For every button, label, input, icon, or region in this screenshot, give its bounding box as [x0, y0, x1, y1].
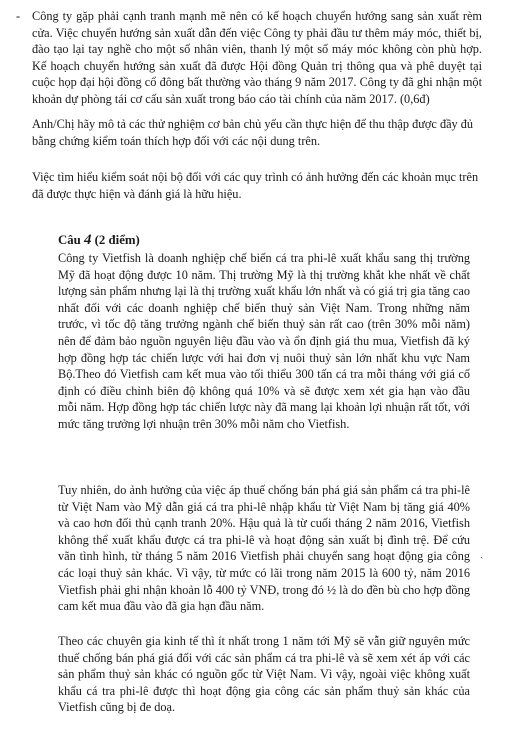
- bullet-text: Công ty gặp phải cạnh tranh mạnh mẽ nên có kế hoạch chuyển hướng sang sản xuất rèm cửa. Việc chuyển hướng sản xuất dẫn đến việc Công ty phải đầu tư thêm máy móc, thiết bị, đào tạo lại tay nghề cho một số nhân viên, thanh lý một số máy móc không còn phù hợp. Kế hoạch chuyển hướng sản xuất đã được Hội đồng Quản trị thông qua và phê duyệt tại cuộc họp đại hội đồng cổ đông bất thường vào tháng 9 năm 2017. Công ty đã ghi nhận một khoản dự phòng tái cơ cấu sản xuất trong báo cáo tài chính của năm 2017. (0,6đ): [32, 9, 482, 106]
- question-text: Anh/Chị hãy mô tả các thử nghiệm cơ bản chủ yếu cần thực hiện để thu thập được đầy đủ bằng chứng kiểm toán thích hợp đối với các nội dung trên.: [32, 117, 474, 148]
- paragraph-3: Theo các chuyên gia kinh tế thì ít nhất trong 1 năm tới Mỹ sẽ vẫn giữ nguyên mức thuế chống bán phá giá đối với các sản phẩm cá tra phi-lê và sẽ xem xét áp với các sản phẩm thuỷ sản khác có nguồn gốc từ Việt Nam. Vì vậy, ngoài việc không xuất khẩu cá tra phi-lê được thì hoạt động gia công các sản phẩm thuỷ sản khác của Vietfish cũng bị đe doạ.: [58, 634, 470, 715]
- heading-suffix: (2 điểm): [91, 233, 140, 247]
- bullet-dash: -: [16, 9, 21, 23]
- bullet-item: [16, 8, 482, 108]
- paragraph-1: Công ty Vietfish là doanh nghiệp chế biến cá tra phi-lê xuất khẩu sang thị trường Mỹ đã hoạt động được 10 năm. Thị trường Mỹ là thị trường khắt khe nhất về chất lượng sản phẩm nhưng lại là thị trường xuất khẩu lớn nhất và có giá trị gia tăng cao nhất đối với các doanh nghiệp chế biến thuỷ sản Việt Nam. Trong những năm trước, vì tốc độ tăng trưởng ngành chế biến thuỷ sản rất cao (trên 30% mỗi năm) nên để đảm bảo nguồn nguyên liệu đầu vào và ổn định giá thu mua, Vietfish đã ký hợp đồng hợp tác chiến lược với hai đơn vị nuôi thuỷ sản lớn nhất khu vực Nam Bộ.Theo đó Vietfish cam kết mua vào tối thiểu 300 tấn cá tra mỗi tháng với giá cố định có điều chỉnh biên độ không quá 10% và sẽ được xem xét gia hạn vào đầu mỗi năm. Hợp đồng hợp tác chiến lược này đã mang lại khoản lợi nhuận rất tốt, với mức tăng trưởng lợi nhuận trên 30% mỗi năm cho Vietfish.: [58, 251, 470, 431]
- heading-number: 4: [83, 232, 92, 248]
- stray-mark: ˏ: [480, 548, 484, 559]
- question-heading: [58, 232, 140, 249]
- heading-prefix: Câu: [58, 233, 84, 247]
- paragraph-2: Tuy nhiên, do ảnh hưởng của việc áp thuế chống bán phá giá sản phẩm cá tra phi-lê từ Việt Nam vào Mỹ dẫn giá cá tra phi-lê nhập khẩu từ Việt Nam bị tăng giá 40% và cao hơn đối thủ cạnh tranh 20%. Hậu quả là từ cuối tháng 2 năm 2016, Vietfish không thể xuất khẩu được cá tra phi-lê và hoạt động sản xuất bị đình trệ. Để cứu vãn tình hình, từ tháng 5 năm 2016 Vietfish phải chuyển sang hoạt động gia công các loại thuỷ sản khác. Vì vậy, từ mức có lãi trong năm 2015 là 600 tỷ, năm 2016 Vietfish phải ghi nhận khoản lỗ 400 tỷ VNĐ, trong đó ½ là do đền bù cho hợp đồng cam kết mua đầu vào đã gia hạn đầu năm.: [58, 483, 470, 614]
- assumption-text: Việc tìm hiểu kiểm soát nội bộ đối với các quy trình có ảnh hưởng đến các khoản mục trên đã được thực hiện và đánh giá là hữu hiệu.: [32, 170, 479, 201]
